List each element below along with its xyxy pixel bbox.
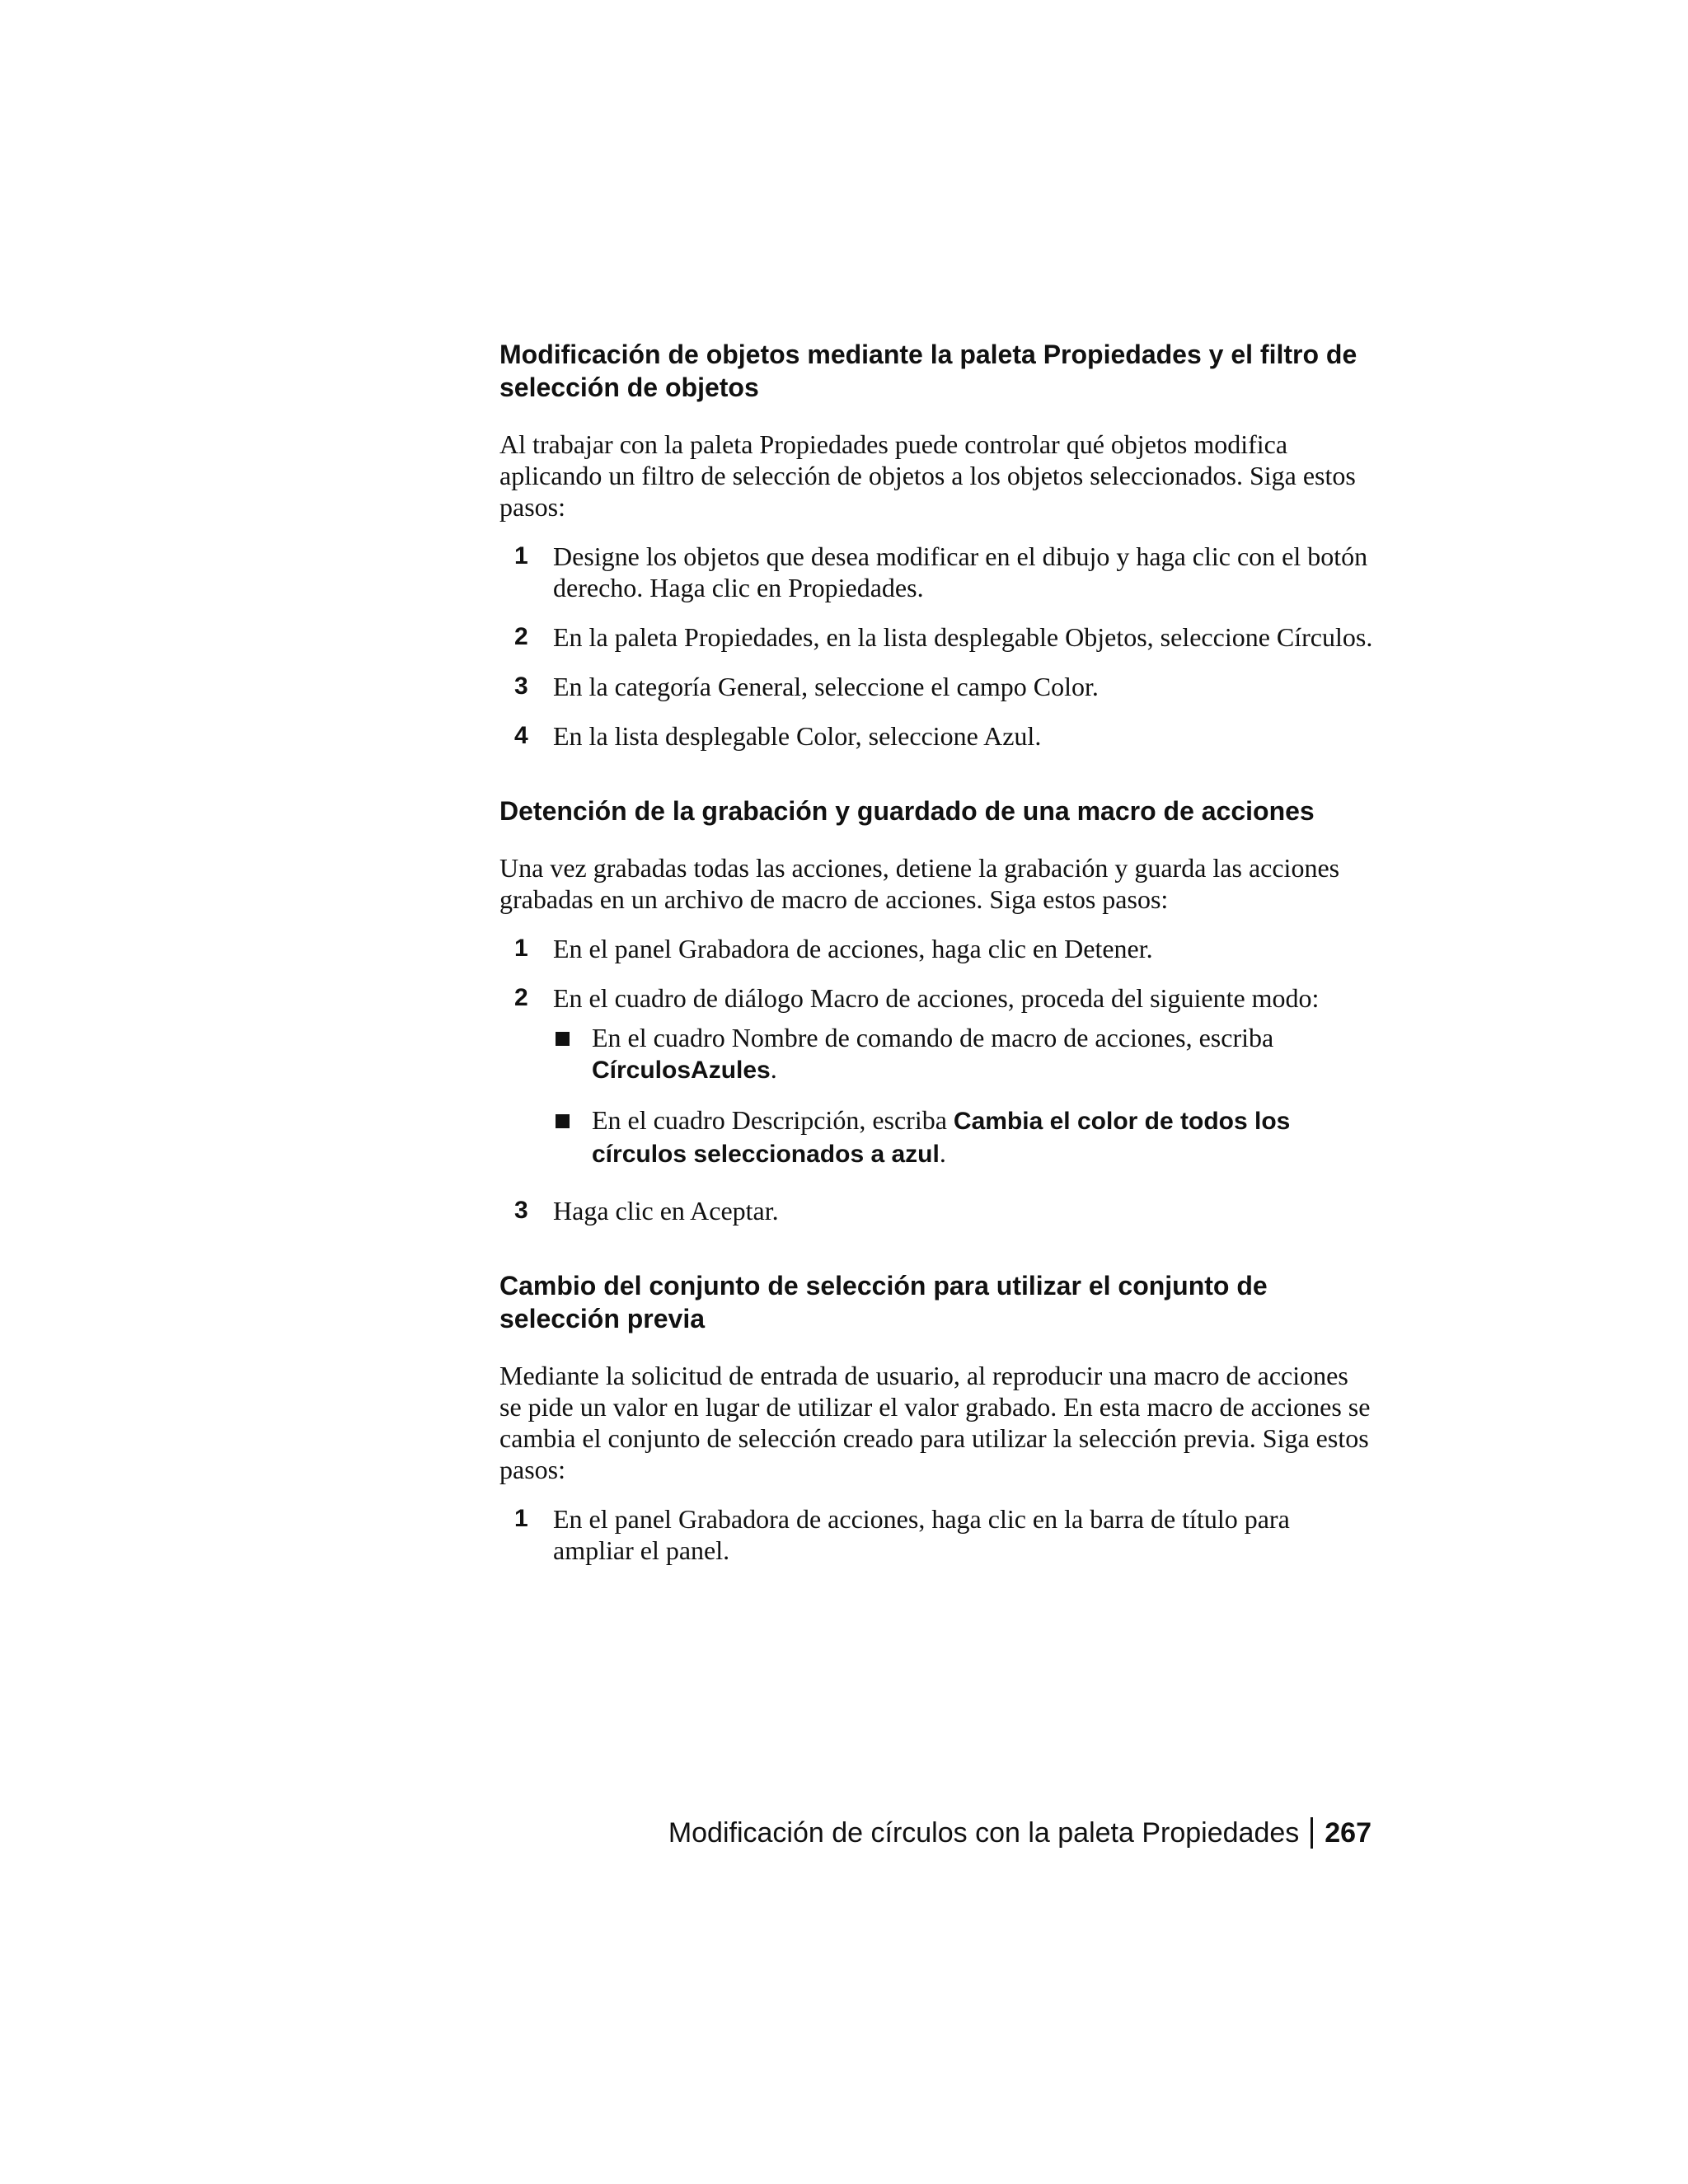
step-item xyxy=(499,671,1373,702)
typed-value: Cambia el color de todos los círculos seleccionados a azul xyxy=(592,1108,1291,1168)
section-heading: Cambio del conjunto de selección para utilizar el conjunto de selección previa xyxy=(499,1271,1268,1333)
bullet-text: En el cuadro Descripción, escriba xyxy=(592,1105,954,1135)
section-intro: Al trabajar con la paleta Propiedades puede controlar qué objetos modifica aplicando un filtro de selección de objetos a los objetos seleccionados. Siga estos pasos: xyxy=(499,429,1356,522)
step-item xyxy=(499,541,1373,603)
step-item xyxy=(499,1195,1373,1226)
step-item xyxy=(499,982,1373,1170)
bullet-end: . xyxy=(939,1138,946,1168)
step-text: Haga clic en Aceptar. xyxy=(553,1196,779,1226)
square-bullet-icon xyxy=(556,1114,570,1128)
bullet-list xyxy=(553,1022,1373,1170)
step-item xyxy=(499,933,1373,964)
step-number: 2 xyxy=(514,984,528,1011)
page-content xyxy=(499,338,1373,1566)
step-number: 1 xyxy=(514,935,528,962)
bullet-text: En el cuadro Nombre de comando de macro de acciones, escriba xyxy=(592,1023,1274,1052)
page-footer xyxy=(668,1815,1372,1851)
step-list xyxy=(499,1503,1373,1566)
bullet-item xyxy=(553,1022,1373,1086)
step-number: 3 xyxy=(514,1197,528,1224)
step-text: En el panel Grabadora de acciones, haga clic en Detener. xyxy=(553,934,1153,963)
step-number: 4 xyxy=(514,722,528,749)
typed-value: CírculosAzules xyxy=(592,1057,771,1084)
step-item xyxy=(499,720,1373,752)
section-heading: Modificación de objetos mediante la paleta Propiedades y el filtro de selección de objetos xyxy=(499,340,1357,402)
square-bullet-icon xyxy=(556,1032,570,1046)
step-text: En el cuadro de diálogo Macro de acciones, proceda del siguiente modo: xyxy=(553,983,1320,1013)
step-item xyxy=(499,1503,1373,1566)
section-intro: Mediante la solicitud de entrada de usuario, al reproducir una macro de acciones se pide un valor en lugar de utilizar el valor grabado. En esta macro de acciones se cambia el conjunto de selección creado para utilizar la selección previa. Siga estos pasos: xyxy=(499,1361,1371,1484)
step-list xyxy=(499,933,1373,1226)
step-text: En la lista desplegable Color, seleccione Azul. xyxy=(553,721,1042,751)
footer-title: Modificación de círculos con la paleta Propiedades xyxy=(668,1817,1300,1849)
step-text: En el panel Grabadora de acciones, haga clic en la barra de título para ampliar el panel. xyxy=(553,1504,1290,1565)
section-intro: Una vez grabadas todas las acciones, detiene la grabación y guarda las acciones grabadas en un archivo de macro de acciones. Siga estos pasos: xyxy=(499,853,1340,914)
step-list xyxy=(499,541,1373,752)
step-item xyxy=(499,621,1373,653)
bullet-item xyxy=(553,1104,1373,1170)
step-number: 1 xyxy=(514,1505,528,1532)
step-text: En la categoría General, seleccione el campo Color. xyxy=(553,672,1099,701)
step-number: 1 xyxy=(514,542,528,569)
section-heading: Detención de la grabación y guardado de una macro de acciones xyxy=(499,796,1315,826)
bullet-end: . xyxy=(770,1054,777,1084)
step-text: En la paleta Propiedades, en la lista desplegable Objetos, seleccione Círculos. xyxy=(553,622,1373,652)
step-number: 3 xyxy=(514,673,528,700)
page-number: 267 xyxy=(1325,1817,1372,1849)
step-number: 2 xyxy=(514,623,528,650)
step-text: Designe los objetos que desea modificar en el dibujo y haga clic con el botón derecho. Haga clic en Propiedades. xyxy=(553,541,1368,602)
footer-divider xyxy=(1311,1817,1313,1849)
